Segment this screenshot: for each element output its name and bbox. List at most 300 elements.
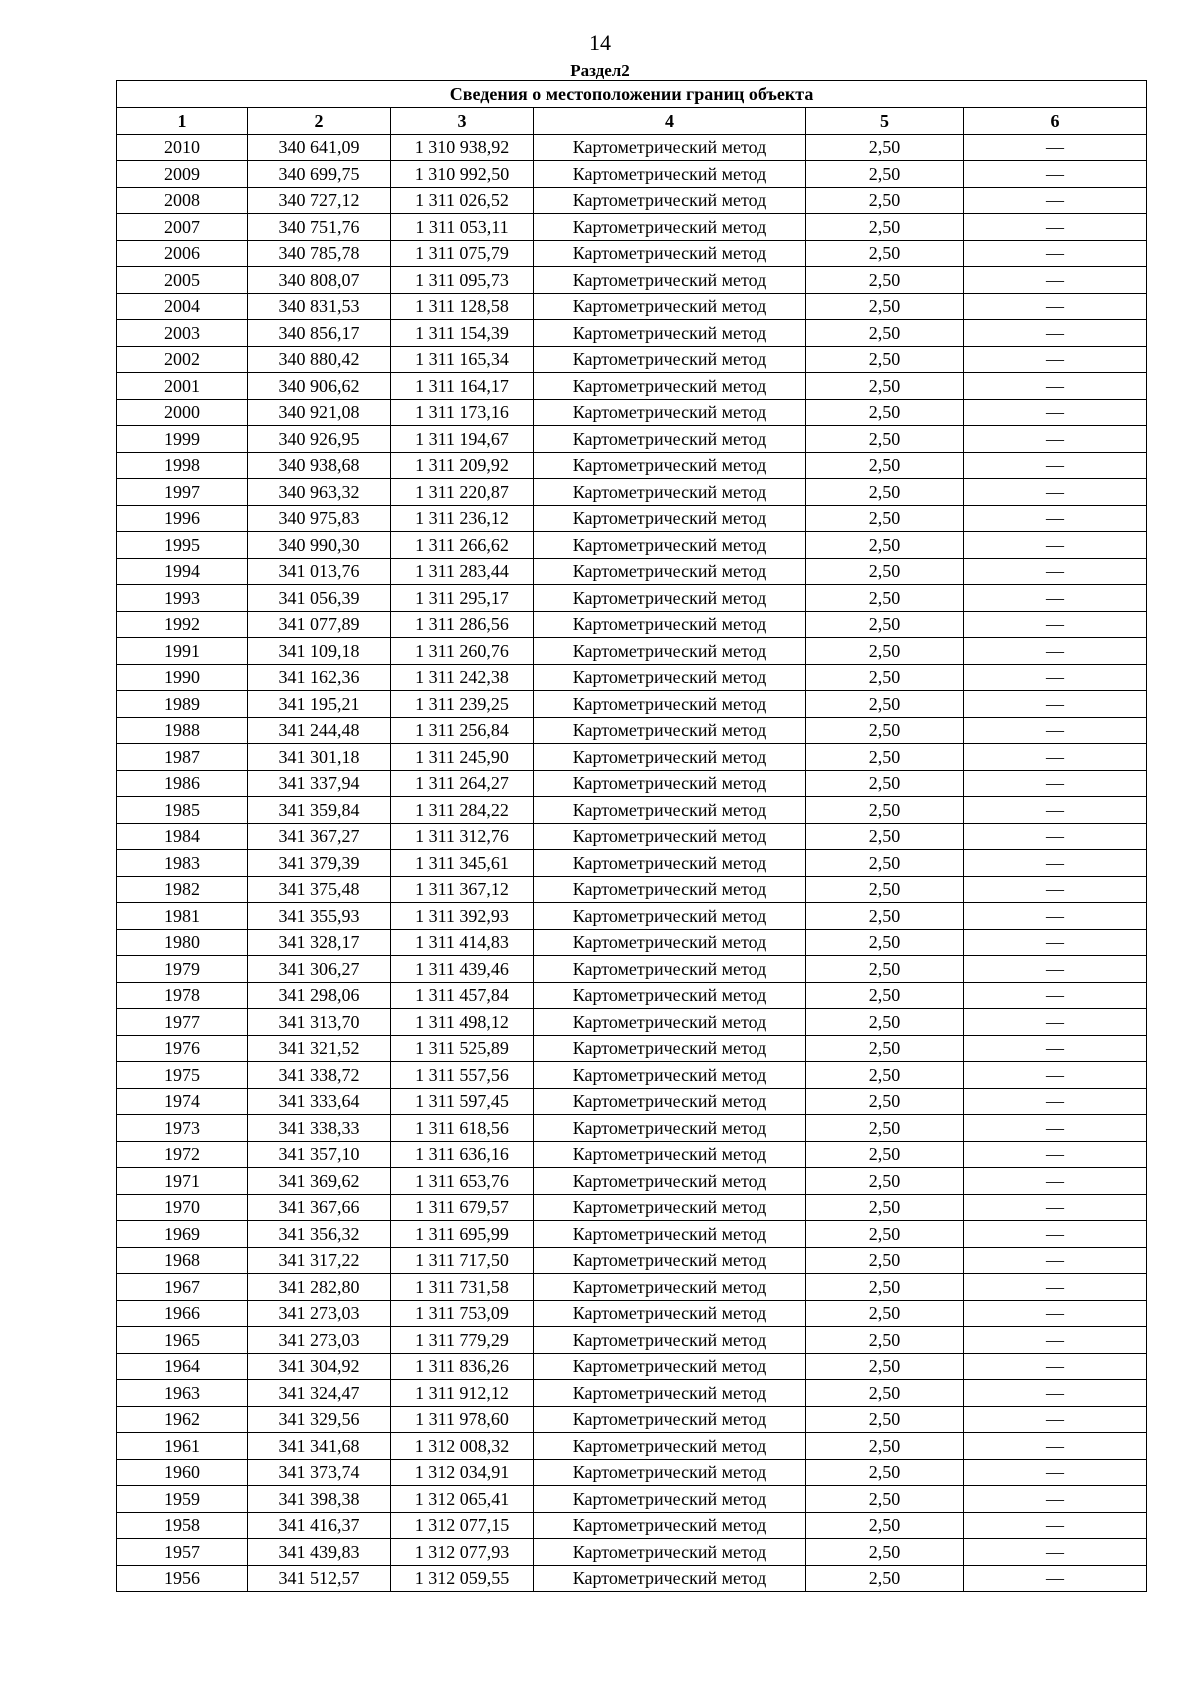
y-coordinate-cell: 1 311 295,17	[391, 585, 534, 612]
point-number-cell: 1991	[117, 638, 248, 665]
y-coordinate-cell: 1 311 242,38	[391, 664, 534, 691]
method-cell: Картометрический метод	[534, 1141, 806, 1168]
method-cell: Картометрический метод	[534, 1539, 806, 1566]
accuracy-cell: 2,50	[806, 982, 964, 1009]
description-cell	[964, 1486, 1147, 1513]
y-coordinate-cell: 1 311 457,84	[391, 982, 534, 1009]
column-header: 2	[248, 108, 391, 135]
dash-mark: —	[1046, 1435, 1065, 1456]
dash-mark: —	[1046, 1568, 1065, 1589]
point-number-cell: 1979	[117, 956, 248, 983]
point-number-cell: 1997	[117, 479, 248, 506]
description-cell	[964, 1088, 1147, 1115]
x-coordinate-cell: 340 906,62	[248, 373, 391, 400]
table-row	[117, 1274, 1147, 1301]
accuracy-cell: 2,50	[806, 797, 964, 824]
method-cell: Картометрический метод	[534, 558, 806, 585]
dash-mark: —	[1046, 1462, 1065, 1483]
accuracy-cell: 2,50	[806, 1300, 964, 1327]
table-row	[117, 373, 1147, 400]
method-cell: Картометрический метод	[534, 134, 806, 161]
method-cell: Картометрический метод	[534, 611, 806, 638]
dash-mark: —	[1046, 322, 1065, 343]
method-cell: Картометрический метод	[534, 505, 806, 532]
point-number-cell: 1978	[117, 982, 248, 1009]
accuracy-cell: 2,50	[806, 717, 964, 744]
method-cell: Картометрический метод	[534, 770, 806, 797]
accuracy-cell: 2,50	[806, 1221, 964, 1248]
x-coordinate-cell: 341 337,94	[248, 770, 391, 797]
dash-mark: —	[1046, 1515, 1065, 1536]
description-cell	[964, 214, 1147, 241]
dash-mark: —	[1046, 587, 1065, 608]
y-coordinate-cell: 1 311 053,11	[391, 214, 534, 241]
table-row	[117, 929, 1147, 956]
accuracy-cell: 2,50	[806, 1141, 964, 1168]
dash-mark: —	[1046, 1091, 1065, 1112]
table-row	[117, 505, 1147, 532]
x-coordinate-cell: 340 921,08	[248, 399, 391, 426]
x-coordinate-cell: 341 357,10	[248, 1141, 391, 1168]
table-row	[117, 1380, 1147, 1407]
dash-mark: —	[1046, 216, 1065, 237]
table-row	[117, 1009, 1147, 1036]
description-cell	[964, 1141, 1147, 1168]
dash-mark: —	[1046, 1409, 1065, 1430]
table-row	[117, 426, 1147, 453]
description-cell	[964, 1380, 1147, 1407]
point-number-cell: 2000	[117, 399, 248, 426]
table-row	[117, 452, 1147, 479]
y-coordinate-cell: 1 310 938,92	[391, 134, 534, 161]
description-cell	[964, 1406, 1147, 1433]
description-cell	[964, 876, 1147, 903]
dash-mark: —	[1046, 1276, 1065, 1297]
accuracy-cell: 2,50	[806, 850, 964, 877]
dash-mark: —	[1046, 163, 1065, 184]
table-row	[117, 1406, 1147, 1433]
description-cell	[964, 426, 1147, 453]
description-cell	[964, 1459, 1147, 1486]
point-number-cell: 2004	[117, 293, 248, 320]
page-number: 14	[589, 30, 611, 55]
description-cell	[964, 452, 1147, 479]
x-coordinate-cell: 341 273,03	[248, 1300, 391, 1327]
accuracy-cell: 2,50	[806, 744, 964, 771]
table-row	[117, 1353, 1147, 1380]
x-coordinate-cell: 341 367,66	[248, 1194, 391, 1221]
table-row	[117, 638, 1147, 665]
point-number-cell: 1995	[117, 532, 248, 559]
point-number-cell: 1965	[117, 1327, 248, 1354]
x-coordinate-cell: 341 367,27	[248, 823, 391, 850]
description-cell	[964, 1565, 1147, 1592]
table-row	[117, 1486, 1147, 1513]
description-cell	[964, 982, 1147, 1009]
table-row	[117, 1300, 1147, 1327]
accuracy-cell: 2,50	[806, 187, 964, 214]
accuracy-cell: 2,50	[806, 426, 964, 453]
method-cell: Картометрический метод	[534, 346, 806, 373]
point-number-cell: 1960	[117, 1459, 248, 1486]
dash-mark: —	[1046, 1144, 1065, 1165]
description-cell	[964, 1539, 1147, 1566]
accuracy-cell: 2,50	[806, 1565, 964, 1592]
x-coordinate-cell: 341 298,06	[248, 982, 391, 1009]
y-coordinate-cell: 1 311 498,12	[391, 1009, 534, 1036]
column-header: 3	[391, 108, 534, 135]
dash-mark: —	[1046, 1382, 1065, 1403]
description-cell	[964, 399, 1147, 426]
y-coordinate-cell: 1 311 239,25	[391, 691, 534, 718]
table-row	[117, 1539, 1147, 1566]
point-number-cell: 1988	[117, 717, 248, 744]
dash-mark: —	[1046, 826, 1065, 847]
x-coordinate-cell: 340 856,17	[248, 320, 391, 347]
accuracy-cell: 2,50	[806, 664, 964, 691]
method-cell: Картометрический метод	[534, 1565, 806, 1592]
description-cell	[964, 850, 1147, 877]
description-cell	[964, 505, 1147, 532]
point-number-cell: 1970	[117, 1194, 248, 1221]
accuracy-cell: 2,50	[806, 1168, 964, 1195]
table-row	[117, 1247, 1147, 1274]
x-coordinate-cell: 341 244,48	[248, 717, 391, 744]
method-cell: Картометрический метод	[534, 1512, 806, 1539]
y-coordinate-cell: 1 311 679,57	[391, 1194, 534, 1221]
dash-mark: —	[1046, 1303, 1065, 1324]
x-coordinate-cell: 341 338,33	[248, 1115, 391, 1142]
x-coordinate-cell: 341 341,68	[248, 1433, 391, 1460]
dash-mark: —	[1046, 905, 1065, 926]
table-row	[117, 267, 1147, 294]
accuracy-cell: 2,50	[806, 161, 964, 188]
method-cell: Картометрический метод	[534, 664, 806, 691]
y-coordinate-cell: 1 311 173,16	[391, 399, 534, 426]
y-coordinate-cell: 1 311 618,56	[391, 1115, 534, 1142]
description-cell	[964, 770, 1147, 797]
accuracy-cell: 2,50	[806, 505, 964, 532]
table-row	[117, 1327, 1147, 1354]
table-row	[117, 982, 1147, 1009]
table-row	[117, 399, 1147, 426]
description-cell	[964, 1247, 1147, 1274]
x-coordinate-cell: 341 109,18	[248, 638, 391, 665]
method-cell: Картометрический метод	[534, 161, 806, 188]
accuracy-cell: 2,50	[806, 214, 964, 241]
method-cell: Картометрический метод	[534, 876, 806, 903]
table-row	[117, 293, 1147, 320]
dash-mark: —	[1046, 534, 1065, 555]
x-coordinate-cell: 340 990,30	[248, 532, 391, 559]
table-row	[117, 1035, 1147, 1062]
section-title: Раздел2	[570, 61, 630, 80]
point-number-cell: 1985	[117, 797, 248, 824]
point-number-cell: 1992	[117, 611, 248, 638]
y-coordinate-cell: 1 311 312,76	[391, 823, 534, 850]
x-coordinate-cell: 341 304,92	[248, 1353, 391, 1380]
table-row	[117, 1565, 1147, 1592]
y-coordinate-cell: 1 311 392,93	[391, 903, 534, 930]
description-cell	[964, 1194, 1147, 1221]
x-coordinate-cell: 341 321,52	[248, 1035, 391, 1062]
table-row	[117, 214, 1147, 241]
x-coordinate-cell: 341 379,39	[248, 850, 391, 877]
y-coordinate-cell: 1 311 557,56	[391, 1062, 534, 1089]
dash-mark: —	[1046, 402, 1065, 423]
table-row	[117, 479, 1147, 506]
y-coordinate-cell: 1 310 992,50	[391, 161, 534, 188]
description-cell	[964, 585, 1147, 612]
description-cell	[964, 479, 1147, 506]
table-row	[117, 1194, 1147, 1221]
method-cell: Картометрический метод	[534, 187, 806, 214]
accuracy-cell: 2,50	[806, 346, 964, 373]
description-cell	[964, 1274, 1147, 1301]
x-coordinate-cell: 341 512,57	[248, 1565, 391, 1592]
table-row	[117, 532, 1147, 559]
method-cell: Картометрический метод	[534, 426, 806, 453]
table-row	[117, 611, 1147, 638]
column-header: 6	[964, 108, 1147, 135]
accuracy-cell: 2,50	[806, 611, 964, 638]
point-number-cell: 1993	[117, 585, 248, 612]
point-number-cell: 1984	[117, 823, 248, 850]
x-coordinate-cell: 341 439,83	[248, 1539, 391, 1566]
y-coordinate-cell: 1 311 978,60	[391, 1406, 534, 1433]
point-number-cell: 1969	[117, 1221, 248, 1248]
x-coordinate-cell: 341 282,80	[248, 1274, 391, 1301]
y-coordinate-cell: 1 312 077,15	[391, 1512, 534, 1539]
method-cell: Картометрический метод	[534, 1168, 806, 1195]
point-number-cell: 1961	[117, 1433, 248, 1460]
dash-mark: —	[1046, 720, 1065, 741]
method-cell: Картометрический метод	[534, 1221, 806, 1248]
y-coordinate-cell: 1 311 266,62	[391, 532, 534, 559]
y-coordinate-cell: 1 312 034,91	[391, 1459, 534, 1486]
point-number-cell: 1966	[117, 1300, 248, 1327]
method-cell: Картометрический метод	[534, 320, 806, 347]
point-number-cell: 1973	[117, 1115, 248, 1142]
y-coordinate-cell: 1 311 194,67	[391, 426, 534, 453]
x-coordinate-cell: 341 328,17	[248, 929, 391, 956]
point-number-cell: 1972	[117, 1141, 248, 1168]
y-coordinate-cell: 1 311 026,52	[391, 187, 534, 214]
dash-mark: —	[1046, 1356, 1065, 1377]
table-row	[117, 903, 1147, 930]
point-number-cell: 1975	[117, 1062, 248, 1089]
y-coordinate-cell: 1 311 154,39	[391, 320, 534, 347]
y-coordinate-cell: 1 311 245,90	[391, 744, 534, 771]
dash-mark: —	[1046, 561, 1065, 582]
method-cell: Картометрический метод	[534, 744, 806, 771]
accuracy-cell: 2,50	[806, 1088, 964, 1115]
accuracy-cell: 2,50	[806, 1035, 964, 1062]
y-coordinate-cell: 1 311 264,27	[391, 770, 534, 797]
point-number-cell: 1967	[117, 1274, 248, 1301]
x-coordinate-cell: 341 356,32	[248, 1221, 391, 1248]
dash-mark: —	[1046, 296, 1065, 317]
accuracy-cell: 2,50	[806, 903, 964, 930]
accuracy-cell: 2,50	[806, 452, 964, 479]
y-coordinate-cell: 1 312 077,93	[391, 1539, 534, 1566]
description-cell	[964, 638, 1147, 665]
description-cell	[964, 1353, 1147, 1380]
x-coordinate-cell: 340 880,42	[248, 346, 391, 373]
dash-mark: —	[1046, 1329, 1065, 1350]
dash-mark: —	[1046, 773, 1065, 794]
point-number-cell: 2002	[117, 346, 248, 373]
column-header: 4	[534, 108, 806, 135]
table-row	[117, 1168, 1147, 1195]
dash-mark: —	[1046, 1197, 1065, 1218]
dash-mark: —	[1046, 375, 1065, 396]
x-coordinate-cell: 341 373,74	[248, 1459, 391, 1486]
dash-mark: —	[1046, 640, 1065, 661]
table-row	[117, 1433, 1147, 1460]
dash-mark: —	[1046, 481, 1065, 502]
description-cell	[964, 320, 1147, 347]
dash-mark: —	[1046, 614, 1065, 635]
description-cell	[964, 956, 1147, 983]
accuracy-cell: 2,50	[806, 1009, 964, 1036]
method-cell: Картометрический метод	[534, 797, 806, 824]
method-cell: Картометрический метод	[534, 1406, 806, 1433]
method-cell: Картометрический метод	[534, 1088, 806, 1115]
point-number-cell: 1998	[117, 452, 248, 479]
method-cell: Картометрический метод	[534, 240, 806, 267]
accuracy-cell: 2,50	[806, 1247, 964, 1274]
accuracy-cell: 2,50	[806, 1486, 964, 1513]
description-cell	[964, 373, 1147, 400]
dash-mark: —	[1046, 508, 1065, 529]
dash-mark: —	[1046, 455, 1065, 476]
x-coordinate-cell: 341 195,21	[248, 691, 391, 718]
method-cell: Картометрический метод	[534, 293, 806, 320]
dash-mark: —	[1046, 932, 1065, 953]
point-number-cell: 2007	[117, 214, 248, 241]
accuracy-cell: 2,50	[806, 956, 964, 983]
y-coordinate-cell: 1 311 636,16	[391, 1141, 534, 1168]
x-coordinate-cell: 340 641,09	[248, 134, 391, 161]
accuracy-cell: 2,50	[806, 558, 964, 585]
point-number-cell: 1987	[117, 744, 248, 771]
point-number-cell: 2010	[117, 134, 248, 161]
x-coordinate-cell: 341 329,56	[248, 1406, 391, 1433]
y-coordinate-cell: 1 311 525,89	[391, 1035, 534, 1062]
y-coordinate-cell: 1 311 414,83	[391, 929, 534, 956]
description-cell	[964, 240, 1147, 267]
table-row	[117, 770, 1147, 797]
point-number-cell: 1963	[117, 1380, 248, 1407]
accuracy-cell: 2,50	[806, 1115, 964, 1142]
x-coordinate-cell: 341 375,48	[248, 876, 391, 903]
point-number-cell: 1986	[117, 770, 248, 797]
point-number-cell: 1976	[117, 1035, 248, 1062]
method-cell: Картометрический метод	[534, 1194, 806, 1221]
dash-mark: —	[1046, 1064, 1065, 1085]
table-row	[117, 1221, 1147, 1248]
method-cell: Картометрический метод	[534, 1247, 806, 1274]
accuracy-cell: 2,50	[806, 585, 964, 612]
description-cell	[964, 187, 1147, 214]
method-cell: Картометрический метод	[534, 267, 806, 294]
accuracy-cell: 2,50	[806, 134, 964, 161]
table-row	[117, 1088, 1147, 1115]
accuracy-cell: 2,50	[806, 1512, 964, 1539]
table-row	[117, 558, 1147, 585]
method-cell: Картометрический метод	[534, 956, 806, 983]
point-number-cell: 1974	[117, 1088, 248, 1115]
x-coordinate-cell: 341 317,22	[248, 1247, 391, 1274]
dash-mark: —	[1046, 1170, 1065, 1191]
y-coordinate-cell: 1 311 753,09	[391, 1300, 534, 1327]
method-cell: Картометрический метод	[534, 1115, 806, 1142]
y-coordinate-cell: 1 311 836,26	[391, 1353, 534, 1380]
method-cell: Картометрический метод	[534, 823, 806, 850]
description-cell	[964, 532, 1147, 559]
y-coordinate-cell: 1 311 260,76	[391, 638, 534, 665]
table-row	[117, 346, 1147, 373]
y-coordinate-cell: 1 311 075,79	[391, 240, 534, 267]
method-cell: Картометрический метод	[534, 1353, 806, 1380]
x-coordinate-cell: 341 359,84	[248, 797, 391, 824]
point-number-cell: 2009	[117, 161, 248, 188]
table-row	[117, 744, 1147, 771]
x-coordinate-cell: 341 338,72	[248, 1062, 391, 1089]
x-coordinate-cell: 340 785,78	[248, 240, 391, 267]
x-coordinate-cell: 341 324,47	[248, 1380, 391, 1407]
x-coordinate-cell: 340 938,68	[248, 452, 391, 479]
dash-mark: —	[1046, 190, 1065, 211]
accuracy-cell: 2,50	[806, 1539, 964, 1566]
y-coordinate-cell: 1 311 367,12	[391, 876, 534, 903]
table-row	[117, 664, 1147, 691]
y-coordinate-cell: 1 311 653,76	[391, 1168, 534, 1195]
y-coordinate-cell: 1 311 597,45	[391, 1088, 534, 1115]
x-coordinate-cell: 341 369,62	[248, 1168, 391, 1195]
x-coordinate-cell: 341 056,39	[248, 585, 391, 612]
x-coordinate-cell: 341 162,36	[248, 664, 391, 691]
accuracy-cell: 2,50	[806, 1406, 964, 1433]
method-cell: Картометрический метод	[534, 982, 806, 1009]
description-cell	[964, 797, 1147, 824]
x-coordinate-cell: 341 077,89	[248, 611, 391, 638]
y-coordinate-cell: 1 311 779,29	[391, 1327, 534, 1354]
accuracy-cell: 2,50	[806, 1433, 964, 1460]
method-cell: Картометрический метод	[534, 903, 806, 930]
y-coordinate-cell: 1 311 286,56	[391, 611, 534, 638]
method-cell: Картометрический метод	[534, 638, 806, 665]
point-number-cell: 1968	[117, 1247, 248, 1274]
method-cell: Картометрический метод	[534, 717, 806, 744]
point-number-cell: 1959	[117, 1486, 248, 1513]
accuracy-cell: 2,50	[806, 1062, 964, 1089]
description-cell	[964, 823, 1147, 850]
table-row	[117, 850, 1147, 877]
dash-mark: —	[1046, 667, 1065, 688]
accuracy-cell: 2,50	[806, 532, 964, 559]
dash-mark: —	[1046, 428, 1065, 449]
table-row	[117, 797, 1147, 824]
point-number-cell: 2006	[117, 240, 248, 267]
accuracy-cell: 2,50	[806, 399, 964, 426]
dash-mark: —	[1046, 1223, 1065, 1244]
accuracy-cell: 2,50	[806, 1327, 964, 1354]
x-coordinate-cell: 341 333,64	[248, 1088, 391, 1115]
point-number-cell: 1990	[117, 664, 248, 691]
y-coordinate-cell: 1 311 439,46	[391, 956, 534, 983]
